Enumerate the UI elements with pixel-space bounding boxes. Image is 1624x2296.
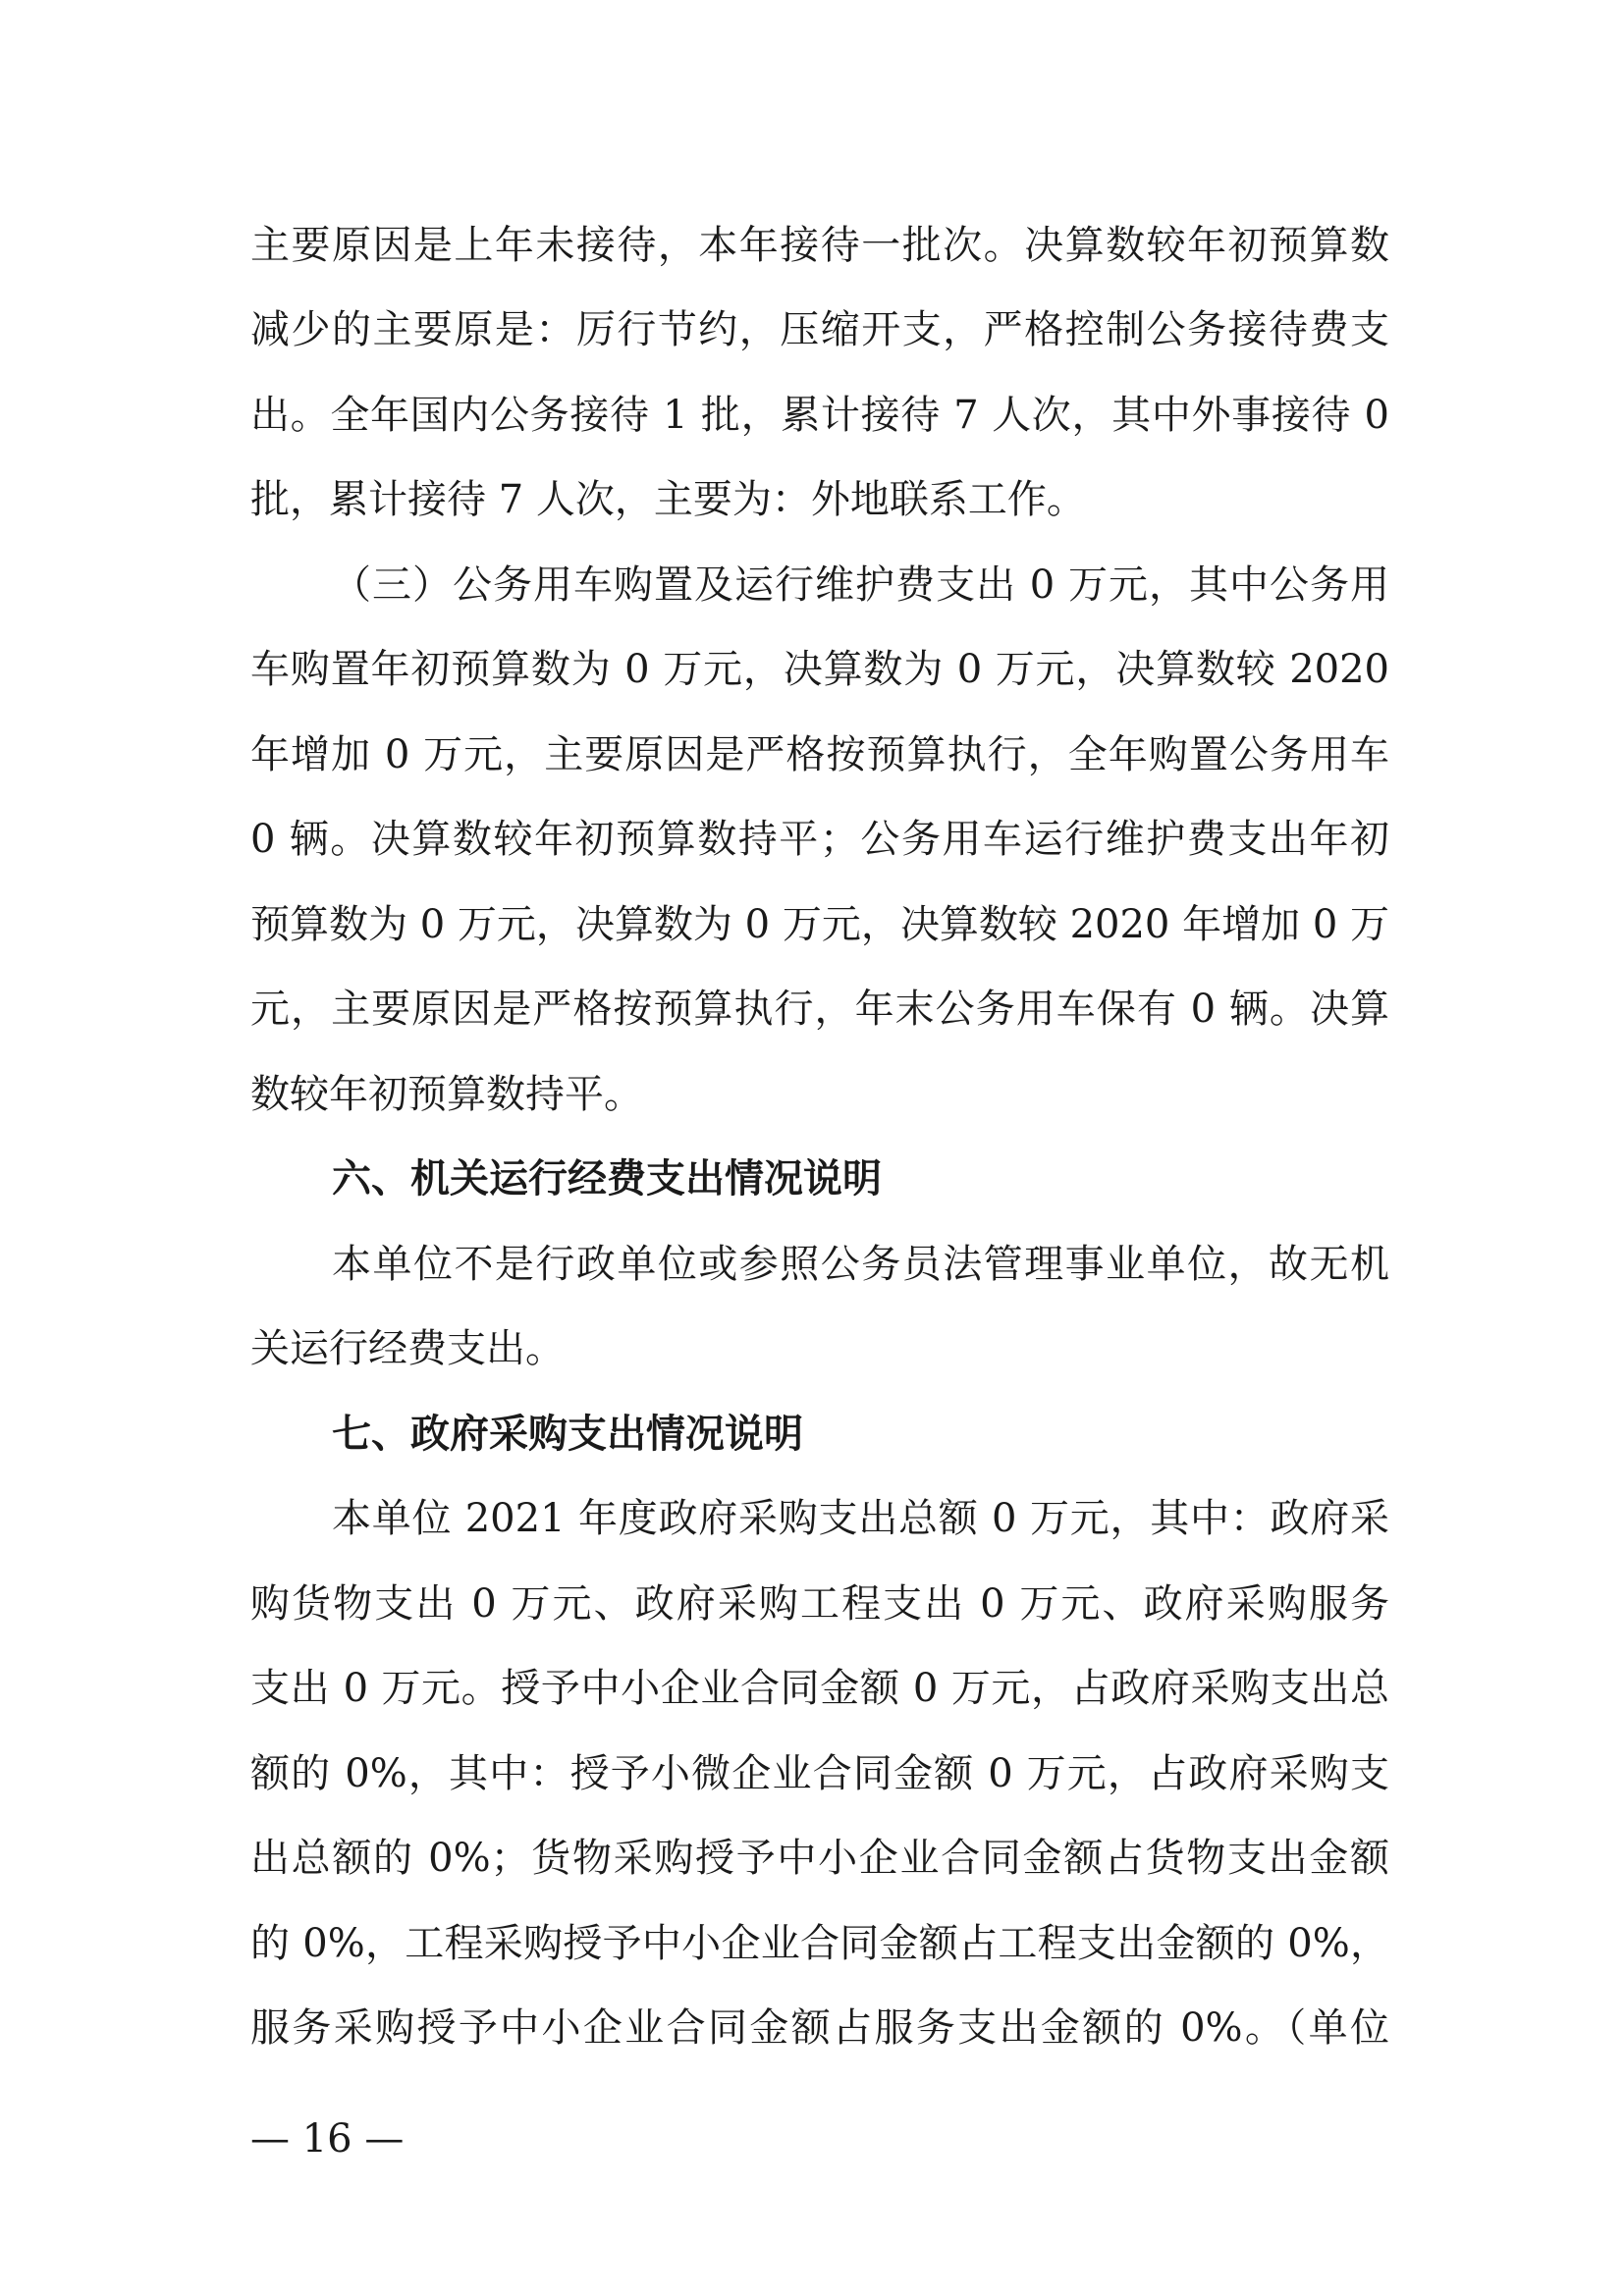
body-line-21: 的 0%，工程采购授予中小企业合同金额占工程支出金额的 0%， (250, 1921, 1389, 1966)
section-heading-6: 六、机关运行经费支出情况说明 (332, 1156, 882, 1201)
body-line-17: 购货物支出 0 万元、政府采购工程支出 0 万元、政府采购服务 (250, 1581, 1389, 1627)
body-line-14: 关运行经费支出。 (250, 1326, 565, 1371)
body-line-2: 减少的主要原是：厉行节约，压缩开支，严格控制公务接待费支 (250, 307, 1389, 352)
body-line-9: 预算数为 0 万元，决算数为 0 万元，决算数较 2020 年增加 0 万 (250, 902, 1389, 947)
body-line-18: 支出 0 万元。授予中小企业合同金额 0 万元，占政府采购支出总 (250, 1666, 1389, 1711)
body-line-3: 出。全年国内公务接待 1 批，累计接待 7 人次，其中外事接待 0 (250, 393, 1389, 438)
body-line-22: 服务采购授予中小企业合同金额占服务支出金额的 0%。（单位 (250, 2005, 1389, 2051)
body-line-6: 车购置年初预算数为 0 万元，决算数为 0 万元，决算数较 2020 (250, 647, 1389, 692)
section-heading-7: 七、政府采购支出情况说明 (332, 1412, 803, 1457)
body-line-8: 0 辆。决算数较年初预算数持平；公务用车运行维护费支出年初 (250, 817, 1389, 862)
body-line-20: 出总额的 0%；货物采购授予中小企业合同金额占货物支出金额 (250, 1836, 1389, 1881)
page-number: — 16 — (250, 2116, 405, 2162)
body-line-19: 额的 0%，其中：授予小微企业合同金额 0 万元，占政府采购支 (250, 1751, 1389, 1796)
body-line-11: 数较年初预算数持平。 (250, 1072, 643, 1117)
body-line-4: 批，累计接待 7 人次，主要为：外地联系工作。 (250, 477, 1086, 522)
body-line-7: 年增加 0 万元，主要原因是严格按预算执行，全年购置公务用车 (250, 732, 1389, 777)
body-line-5: （三）公务用车购置及运行维护费支出 0 万元，其中公务用 (332, 562, 1389, 608)
body-line-16: 本单位 2021 年度政府采购支出总额 0 万元，其中：政府采 (332, 1496, 1389, 1541)
body-line-13: 本单位不是行政单位或参照公务员法管理事业单位，故无机 (332, 1242, 1389, 1287)
body-line-1: 主要原因是上年未接待，本年接待一批次。决算数较年初预算数 (250, 223, 1389, 268)
body-line-10: 元，主要原因是严格按预算执行，年末公务用车保有 0 辆。决算 (250, 987, 1389, 1032)
